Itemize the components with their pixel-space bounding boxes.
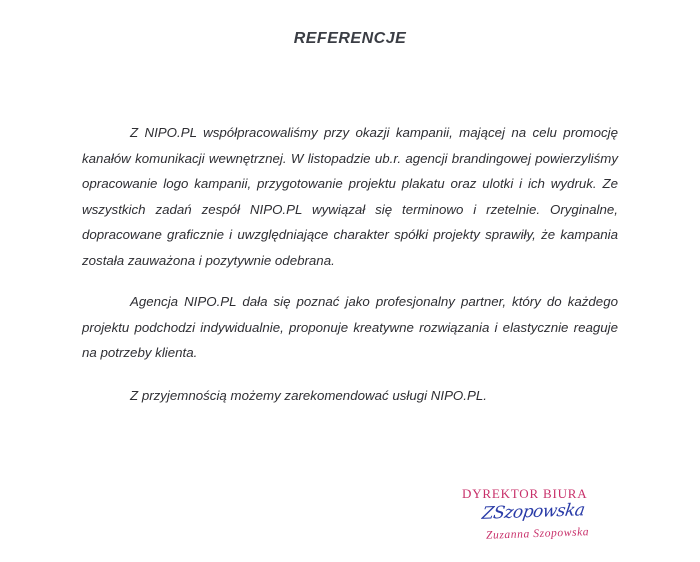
paragraph-recommendation: Z przyjemnością możemy zarekomendować usługi NIPO.PL. xyxy=(130,388,487,403)
signature-stamp xyxy=(430,482,630,562)
stamp-name: Zuzanna Szopowska xyxy=(485,526,590,542)
document-title: REFERENCJE xyxy=(293,30,407,47)
paragraph-partner: Agencja NIPO.PL dała się poznać jako profesjonalny partner, który do każdego projektu podchodzi indywidualnie, proponuje kreatywne rozwiązania i elastycznie reaguje na potrzeby klienta. xyxy=(82,294,618,360)
paragraph-collaboration: Z NIPO.PL współpracowaliśmy przy okazji kampanii, mającej na celu promocję kanałów komunikacji wewnętrznej. W listopadzie ub.r. agencji brandingowej powierzyliśmy opracowanie logo kampanii, przygotowanie projektu plakatu oraz ulotki i ich wydruk. Ze wszystkich zadań zespół NIPO.PL wywiązał się terminowo i rzetelnie. Oryginalne, dopracowane graficznie i uwzględniające charakter spółki projekty sprawiły, że kampania została zauważona i pozytywnie odebrana. xyxy=(82,125,618,268)
stamp-title: DYREKTOR BIURA xyxy=(462,486,588,501)
handwritten-signature: ZSzopowska xyxy=(480,500,586,524)
